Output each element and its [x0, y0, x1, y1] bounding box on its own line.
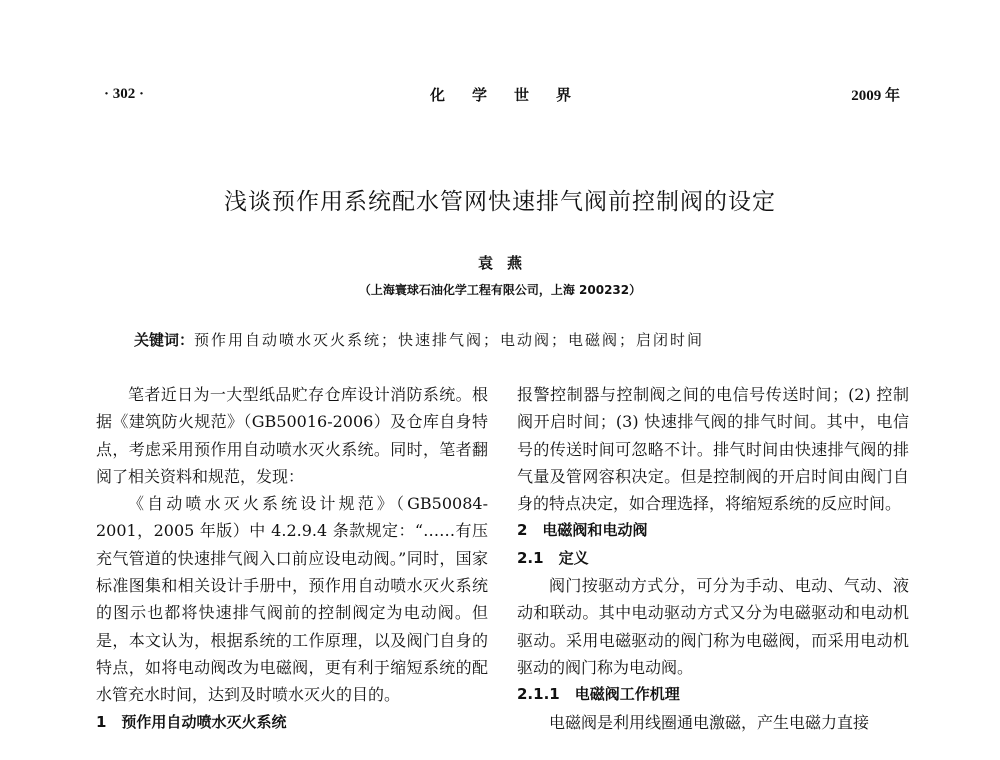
author-affiliation: （上海寰球石油化学工程有限公司，上海 200232） [358, 283, 642, 297]
section-heading-2: 2 电磁阀和电动阀 [517, 521, 648, 540]
left-column [96, 381, 488, 736]
section-heading-2-1: 2.1 定义 [517, 548, 589, 567]
running-header [0, 82, 1000, 108]
right-paragraph-1: 报警控制器与控制阀之间的电信号传送时间；(2) 控制阀开启时间；(3) 快速排气阀的排气时间。其中，电信号的传送时间可忽略不计。排气时间由快速排气阀的排气量及管网容积决定。但是控制阀的开启时间由阀门自身的特点决定，如合理选择，将缩短系统的反应时间。 [517, 385, 909, 514]
section-heading-2-1-1: 2.1.1 电磁阀工作机理 [517, 685, 680, 704]
article-title: 浅谈预作用系统配水管网快速排气阀前控制阀的设定 [224, 189, 776, 215]
keywords-label: 关键词： [134, 331, 195, 349]
publication-year: 2009 年 [851, 88, 900, 104]
right-paragraph-3: 电磁阀是利用线圈通电激磁，产生电磁力直接 [549, 712, 870, 732]
article-author: 袁燕 [477, 254, 536, 272]
journal-name: 化学世界 [430, 86, 599, 104]
right-column [517, 381, 909, 736]
left-paragraph-2: 《自动喷水灭火系统设计规范》（GB50084-2001，2005 年版）中 4.2.9.4 条款规定：“……有压充气管道的快速排气阀入口前应设电动阀。”同时，国家标准图集和相关设计手册中，预作用自动喷水灭火系统的图示也都将快速排气阀前的控制阀定为电动阀。但是，本文认为，根据系统的工作原理，以及阀门自身的特点，如将电动阀改为电磁阀，更有利于缩短系统的配水管充水时间，达到及时喷水灭火的目的。 [96, 494, 488, 705]
page-number: · 302 · [104, 86, 145, 102]
keywords-text: 预作用自动喷水灭火系统；快速排气阀；电动阀；电磁阀；启闭时间 [194, 331, 705, 349]
keywords-line [134, 329, 704, 350]
section-heading-1: 1 预作用自动喷水灭火系统 [96, 712, 287, 731]
left-paragraph-1: 笔者近日为一大型纸品贮存仓库设计消防系统。根据《建筑防火规范》（GB50016-2006）及仓库自身特点，考虑采用预作用自动喷水灭火系统。同时，笔者翻阅了相关资料和规范，发现： [96, 385, 488, 486]
right-paragraph-2: 阀门按驱动方式分，可分为手动、电动、气动、液动和联动。其中电动驱动方式又分为电磁驱动和电动机驱动。采用电磁驱动的阀门称为电磁阀，而采用电动机驱动的阀门称为电动阀。 [517, 576, 909, 677]
